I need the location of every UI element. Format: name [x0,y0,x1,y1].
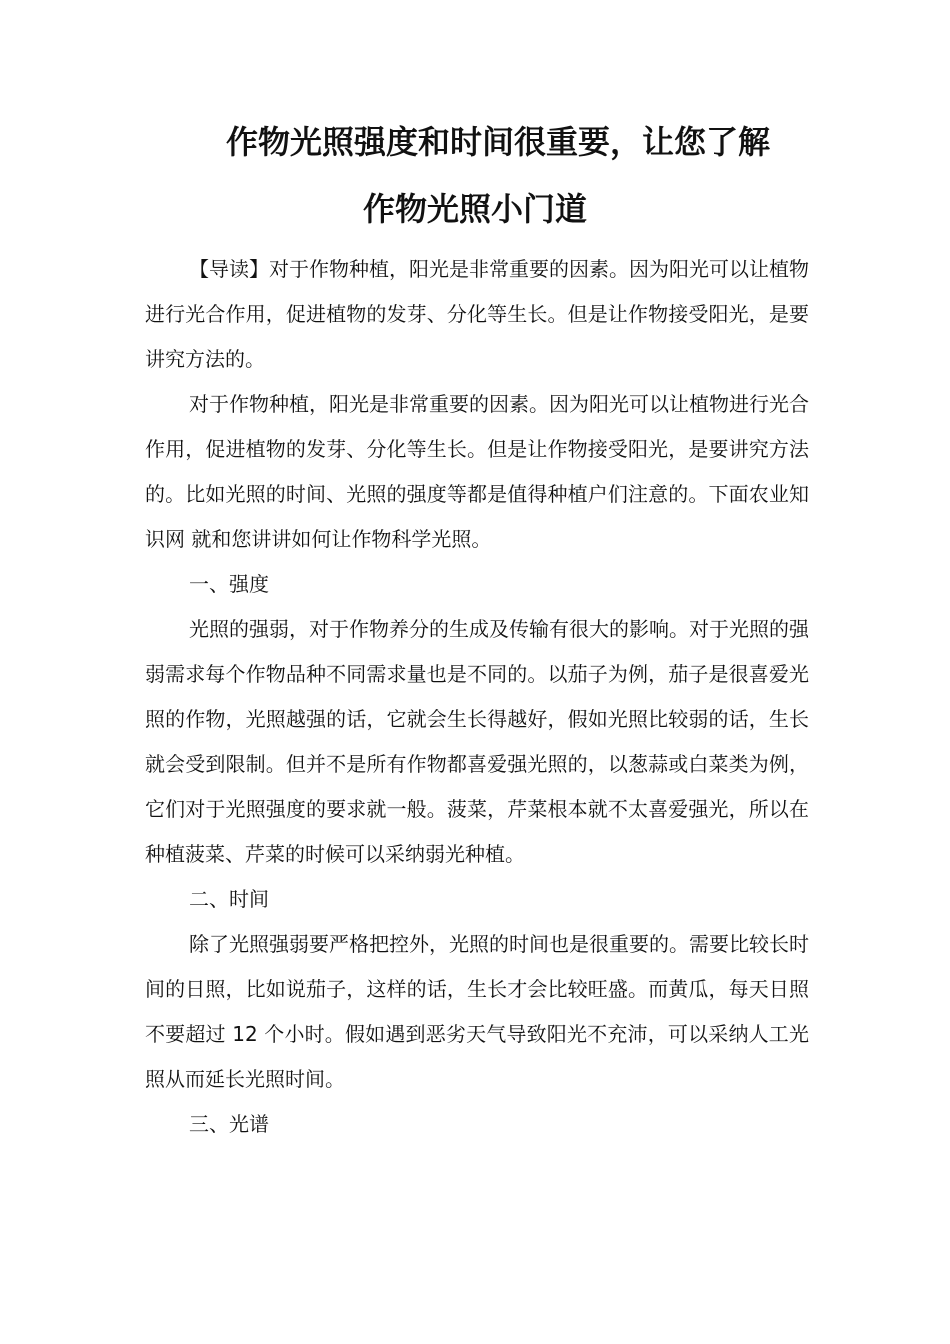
document-body [145,247,809,1147]
body-paragraph: 对于作物种植，阳光是非常重要的因素。因为阳光可以让植物进行光合作用，促进植物的发芽、分化等生长。但是让作物接受阳光，是要讲究方法的。比如光照的时间、光照的强度等都是值得种植户们注意的。下面农业知识网 就和您讲讲如何让作物科学光照。 [145,392,809,551]
body-paragraph: 光照的强弱，对于作物养分的生成及传输有很大的影响。对于光照的强弱需求每个作物品种不同需求量也是不同的。以茄子为例，茄子是很喜爱光照的作物，光照越强的话，它就会生长得越好，假如光照比较弱的话，生长就会受到限制。但并不是所有作物都喜爱强光照的，以葱蒜或白菜类为例，它们对于光照强度的要求就一般。菠菜，芹菜根本就不太喜爱强光，所以在种植菠菜、芹菜的时候可以采纳弱光种植。 [145,617,809,866]
intro-paragraph: 【导读】对于作物种植，阳光是非常重要的因素。因为阳光可以让植物进行光合作用，促进植物的发芽、分化等生长。但是让作物接受阳光，是要讲究方法的。 [145,257,809,371]
document-title-line-2: 作物光照小门道 [362,190,587,228]
section-heading-intensity: 一、强度 [189,572,269,596]
body-paragraph: 除了光照强弱要严格把控外，光照的时间也是很重要的。需要比较长时间的日照，比如说茄子，这样的话，生长才会比较旺盛。而黄瓜，每天日照不要超过 12 个小时。假如遇到恶劣天气导致阳光不充沛，可以采纳人工光照从而延长光照时间。 [145,932,809,1091]
section-heading-time: 二、时间 [189,887,269,911]
document-title-line-1: 作物光照强度和时间很重要，让您了解 [225,123,770,161]
section-heading-spectrum: 三、光谱 [189,1112,269,1136]
